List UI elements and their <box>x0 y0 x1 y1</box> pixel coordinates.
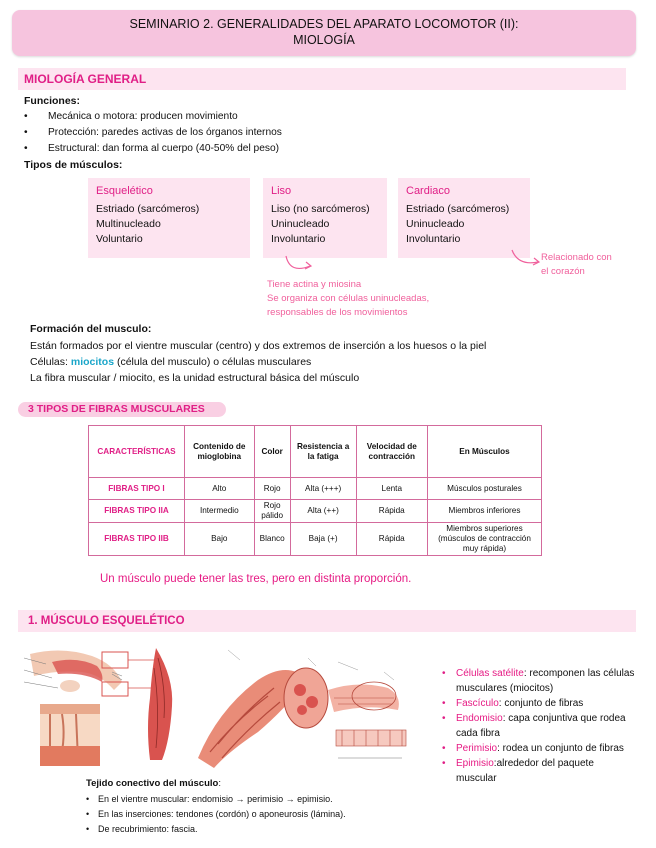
muscle-type-line: Voluntario <box>96 233 143 245</box>
fibras-note: Un músculo puede tener las tres, pero en distinta proporción. <box>100 573 412 585</box>
muscle-type-line: Uninucleado <box>271 218 330 230</box>
tejido-label-text: Tejido conectivo del músculo <box>86 778 219 789</box>
table-cell: Rápida <box>356 500 427 523</box>
table-header-cell: Color <box>254 426 290 478</box>
definition: :alrededor del paquete muscular <box>456 758 594 784</box>
tejido-label-colon: : <box>218 778 221 789</box>
list-item <box>440 696 636 711</box>
table-cell: Miembros superiores (músculos de contracción muy rápida) <box>427 523 541 556</box>
text-span: (célula del musculo) o células musculares <box>114 356 312 368</box>
table-cell: Alta (++) <box>290 500 356 523</box>
muscle-type-title: Esquelético <box>96 185 153 197</box>
section-heading-fibras: 3 TIPOS DE FIBRAS MUSCULARES <box>18 402 226 417</box>
term: Endomisio <box>456 713 503 724</box>
muscle-type-esqueletico <box>88 178 250 258</box>
section-heading-general: MIOLOGÍA GENERAL <box>18 68 626 90</box>
list-item <box>440 741 636 756</box>
arrow-icon <box>280 252 320 280</box>
formacion-line-1: Están formados por el vientre muscular (centro) y dos extremos de inserción a los huesos o la piel <box>30 340 487 352</box>
list-item: • En las inserciones: tendones (cordón) o aponeurosis (lámina). <box>86 807 346 822</box>
table-cell: Alto <box>185 478 255 500</box>
definition: : capa conjuntiva que rodea cada fibra <box>456 713 626 739</box>
term: Epimisio <box>456 758 494 769</box>
title-line-2: MIOLOGÍA <box>293 33 355 47</box>
tejido-label <box>86 776 221 791</box>
esqueletico-terms-list <box>440 666 636 786</box>
title-line-1: SEMINARIO 2. GENERALIDADES DEL APARATO LOCOMOTOR (II): <box>129 17 519 31</box>
muscle-type-line: Multinucleado <box>96 218 161 230</box>
muscle-type-title: Liso <box>271 185 292 197</box>
term: Células satélite <box>456 668 524 679</box>
table-header-cell: En Músculos <box>427 426 541 478</box>
muscle-type-line: Involuntario <box>406 233 461 245</box>
table-row <box>89 478 542 500</box>
list-item: • Mecánica o motora: producen movimiento <box>24 109 282 125</box>
term: Perimisio <box>456 743 498 754</box>
table-cell: Intermedio <box>185 500 255 523</box>
fibras-table <box>88 425 542 556</box>
list-item: • De recubrimiento: fascia. <box>86 822 346 837</box>
definition: : rodea un conjunto de fibras <box>497 743 624 754</box>
liso-note <box>267 278 429 320</box>
formacion-line-3: La fibra muscular / miocito, es la unidad estructural básica del músculo <box>30 372 360 384</box>
table-cell: Bajo <box>185 523 255 556</box>
table-cell: Blanco <box>254 523 290 556</box>
table-cell: Lenta <box>356 478 427 500</box>
definition: : recomponen las células musculares (miocitos) <box>456 668 635 694</box>
section-heading-esqueletico: 1. MÚSCULO ESQUELÉTICO <box>18 610 636 632</box>
page-title <box>12 10 636 56</box>
table-cell: FIBRAS TIPO IIA <box>89 500 185 523</box>
table-cell: Rápida <box>356 523 427 556</box>
list-item <box>440 711 636 741</box>
muscle-type-line: Involuntario <box>271 233 326 245</box>
table-header-cell: CARACTERÍSTICAS <box>89 426 185 478</box>
list-item <box>440 756 636 786</box>
table-cell: FIBRAS TIPO I <box>89 478 185 500</box>
tejido-list <box>86 792 346 837</box>
table-cell: Baja (+) <box>290 523 356 556</box>
table-cell: Rojo <box>254 478 290 500</box>
arrow-icon <box>508 246 544 270</box>
formacion-label: Formación del musculo: <box>30 323 152 335</box>
muscle-type-line: Estriado (sarcómeros) <box>96 203 200 215</box>
muscle-labels-illustration <box>98 648 190 760</box>
table-row <box>89 500 542 523</box>
formacion-line-2 <box>30 355 311 370</box>
term: Fascículo <box>456 698 499 709</box>
table-row <box>89 523 542 556</box>
muscle-type-line: Estriado (sarcómeros) <box>406 203 510 215</box>
definition: : conjunto de fibras <box>498 698 584 709</box>
funciones-label: Funciones: <box>24 95 81 107</box>
cardiaco-note <box>541 251 612 279</box>
table-cell: Alta (+++) <box>290 478 356 500</box>
table-header-cell: Resistencia a la fatiga <box>290 426 356 478</box>
muscle-type-title: Cardiaco <box>406 185 451 197</box>
list-item: • En el vientre muscular: endomisio → perimisio → epimisio. <box>86 792 346 807</box>
table-cell: FIBRAS TIPO IIB <box>89 523 185 556</box>
list-item <box>440 666 636 696</box>
muscle-type-line: Uninucleado <box>406 218 465 230</box>
list-item: • Protección: paredes activas de los órganos internos <box>24 125 282 141</box>
muscle-type-line: Liso (no sarcómeros) <box>271 203 370 215</box>
note-line: el corazón <box>541 266 585 277</box>
table-cell: Miembros inferiores <box>427 500 541 523</box>
tipos-label: Tipos de músculos: <box>24 159 123 171</box>
highlight-term: miocitos <box>70 356 115 368</box>
text-span: Células: <box>30 356 71 368</box>
table-header-cell: Contenido de mioglobina <box>185 426 255 478</box>
note-line: responsables de los movimientos <box>267 307 408 318</box>
muscle-type-liso <box>263 178 387 258</box>
funciones-list <box>24 109 282 157</box>
table-cell: Rojo pálido <box>254 500 290 523</box>
table-header-cell: Velocidad de contracción <box>356 426 427 478</box>
muscle-structure-illustration <box>188 640 428 774</box>
list-item: • Estructural: dan forma al cuerpo (40-50% del peso) <box>24 141 282 157</box>
note-line: Tiene actina y miosina <box>267 279 362 290</box>
note-line: Relacionado con <box>541 252 612 263</box>
note-line: Se organiza con células uninucleadas, <box>267 293 430 304</box>
table-row <box>89 426 542 478</box>
table-cell: Músculos posturales <box>427 478 541 500</box>
